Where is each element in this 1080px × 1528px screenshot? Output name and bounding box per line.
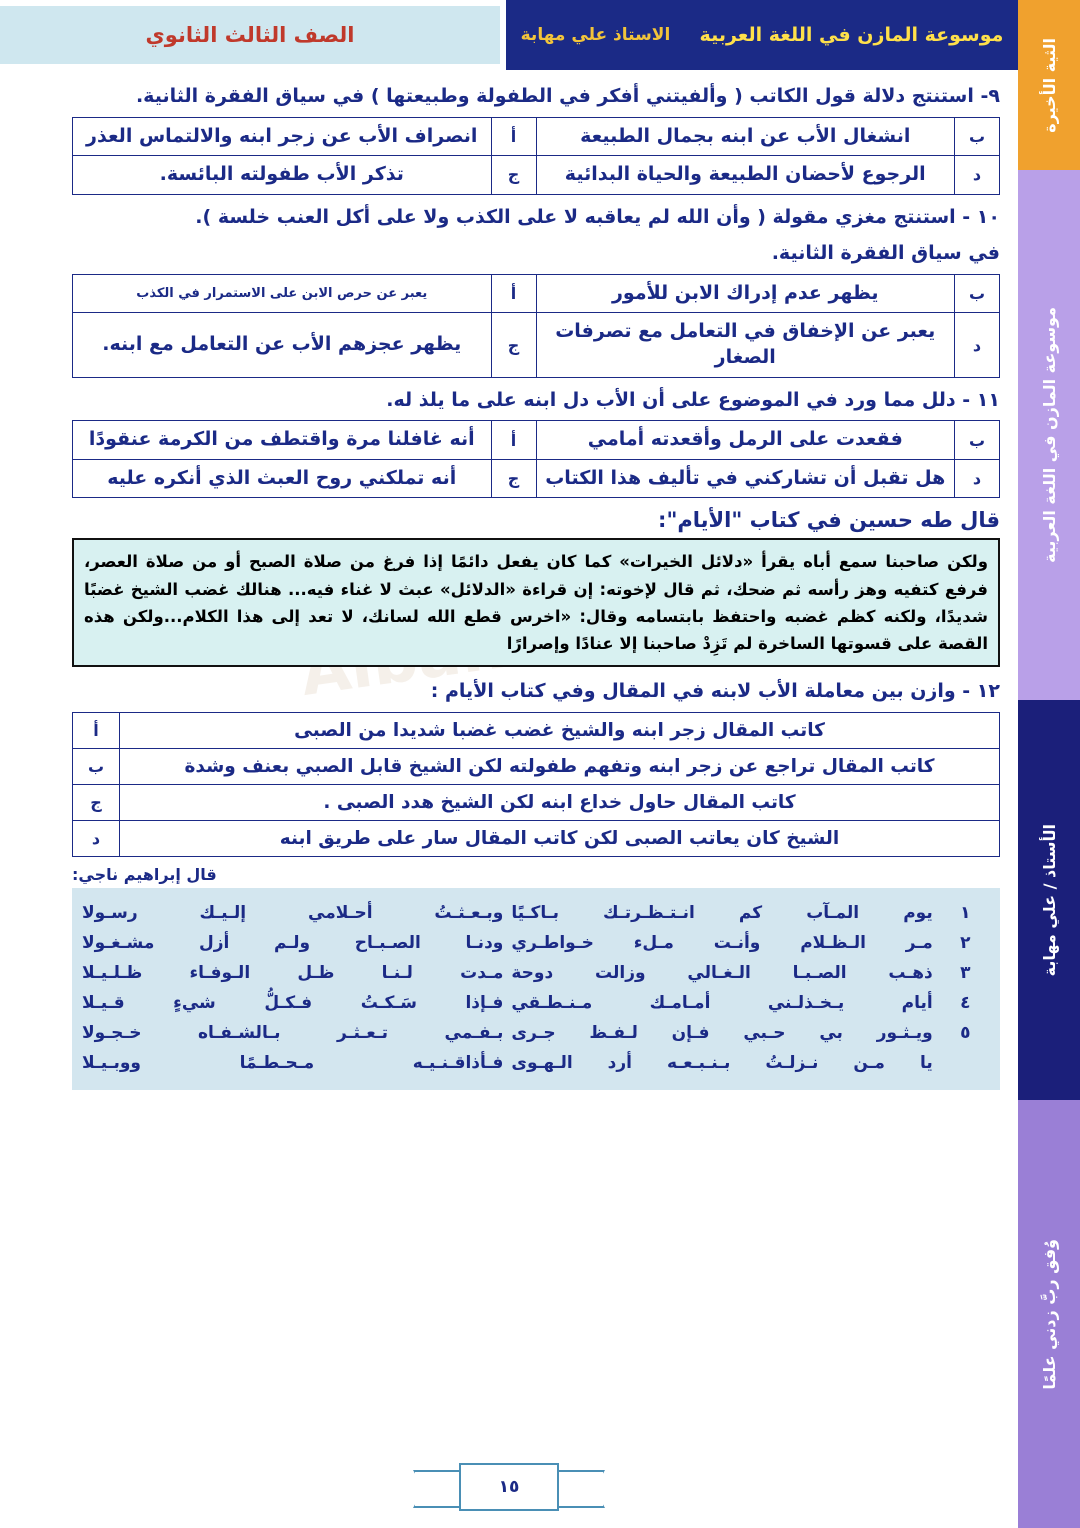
- poem-hemistich-second: مـدت لـنـا ظـل الـوفـاء ظـلـيـلا: [82, 962, 504, 983]
- rail-segment-4: [1018, 1100, 1080, 1528]
- table-row: [73, 421, 1000, 460]
- option-text-b[interactable]: يظهر عدم إدراك الابن للأمور: [536, 274, 955, 313]
- header-grade-band: [0, 6, 500, 64]
- option-label-b: ب: [73, 748, 120, 784]
- page-footer: [0, 1464, 1018, 1510]
- header-blue-band: [506, 0, 1018, 70]
- question-9-options: [72, 117, 1000, 195]
- option-label-d: د: [955, 313, 1000, 377]
- option-label-b: ب: [955, 117, 1000, 156]
- table-row: [73, 748, 1000, 784]
- question-10-text: ١٠ - استنتج مغزي مقولة ( وأن الله لم يعاقبه لا على الكذب ولا على أكل العنب خلسة ).: [195, 205, 1000, 228]
- quote-box: ولكن صاحبنا سمع أباه يقرأ «دلائل الخيرات» كما كان يفعل دائمًا إذا فرغ من صلاة الصبح أو من صلاة العصر، فرفع كتفيه وهز رأسه ثم ضحك، ثم قال لإخوته: إن قراءة «الدلائل» عبث لا غناء فيه... هنالك غضب الشيخ غضبًا شديدًا، ولكنه كظم غضبه واحتفظ بابتسامه وقال: «اخرس قطع الله لسانك، لا تعد إلى هذا الكلام...ولكن هذه القصة على قسوتها الساخرة لم تَزِدْ صاحبنا إلا عنادًا وإصرارًا: [72, 538, 1000, 667]
- option-label-b: ب: [955, 274, 1000, 313]
- option-label-b: ب: [955, 421, 1000, 460]
- poem-hemistich-second: فـأذاقـنـيـه مـحـطـمًا ووبـيـلا: [82, 1052, 504, 1073]
- poem-line-number: ٢: [960, 932, 971, 953]
- table-row: [73, 820, 1000, 856]
- poem-hemistich-second: فـإذا سَـكـتُ فـكـلُّ شيءٍ قـيـلا: [82, 992, 504, 1013]
- option-text-d[interactable]: الشيخ كان يعاتب الصبى لكن كاتب المقال سار على طريق ابنه: [120, 820, 1000, 856]
- question-12-text: ١٢ - وازن بين معاملة الأب لابنه في المقال وفي كتاب الأيام :: [430, 680, 1000, 703]
- poem-hemistich-second: وبـعـثـتُ أحـلامي إلـيـك رسـولا: [82, 902, 504, 923]
- poem-hemistich-first: ذهـب الصـبـا الـغـالي وزالت دوحة: [511, 962, 933, 983]
- side-rail: [1018, 0, 1080, 1528]
- option-label-a: أ: [491, 117, 536, 156]
- poem-hemistich-first: مـر الـظـلام وأنـت مـلء خـواطـري: [511, 932, 933, 953]
- page-number: ١٥: [459, 1463, 559, 1511]
- taha-heading: قال طه حسين في كتاب "الأيام":: [658, 508, 1000, 533]
- option-text-c[interactable]: كاتب المقال حاول خداع ابنه لكن الشيخ هدد الصبى .: [120, 784, 1000, 820]
- table-row: [73, 459, 1000, 498]
- option-label-a: أ: [491, 421, 536, 460]
- option-text-a[interactable]: كاتب المقال زجر ابنه والشيخ غضب غضبا شديدا من الصبى: [120, 712, 1000, 748]
- poem-hemistich-second: بـفـمي تـعـثـر بـالشـفـاه خـجـولا: [82, 1022, 504, 1043]
- poem-line: [78, 928, 994, 958]
- rail-segment-3: [1018, 700, 1080, 1100]
- option-text-c[interactable]: تذكر الأب طفولته البائسة.: [73, 156, 492, 195]
- option-text-b[interactable]: كاتب المقال تراجع عن زجر ابنه وتفهم طفولته لكن الشيخ قابل الصبي بعنف وشدة: [120, 748, 1000, 784]
- option-label-a: أ: [73, 712, 120, 748]
- question-11-text: ١١ - دلل مما ورد في الموضوع على أن الأب دل ابنه على ما يلذ له.: [386, 388, 1000, 411]
- option-label-c: ج: [491, 313, 536, 377]
- table-row: [73, 156, 1000, 195]
- option-label-d: د: [73, 820, 120, 856]
- option-text-d[interactable]: يعبر عن الإخفاق في التعامل مع تصرفات الصغار: [536, 313, 955, 377]
- table-row: [73, 313, 1000, 377]
- question-10-text-cont: في سياق الفقرة الثانية.: [771, 242, 1000, 265]
- option-label-d: د: [955, 459, 1000, 498]
- option-text-b[interactable]: فقعدت على الرمل وأقعدته أمامي: [536, 421, 955, 460]
- poem-line-number: ٣: [960, 962, 971, 983]
- option-text-a[interactable]: يعبر عن حرص الابن على الاستمرار في الكذب: [73, 274, 492, 313]
- poem-line: [78, 958, 994, 988]
- poem-line: [78, 988, 994, 1018]
- poem-line-number: ٥: [960, 1022, 971, 1043]
- option-label-c: ج: [491, 156, 536, 195]
- poem-hemistich-first: يا مـن نـزلـتُ بـنـبـعـه أرد الـهـوى: [511, 1052, 933, 1073]
- poem-hemistich-first: يوم المـآب كم انـتـظـرتـك بـاكـيًا: [511, 902, 933, 923]
- table-row: [73, 712, 1000, 748]
- poem-line: [78, 1018, 994, 1048]
- poem-block: [72, 888, 1000, 1090]
- header-teacher: الاستاذ علي مهابة: [520, 25, 671, 45]
- poem-line-number: [937, 1048, 994, 1078]
- question-12-options: [72, 712, 1000, 857]
- poem-line: [78, 1048, 994, 1078]
- poem-hemistich-first: أيام يـخـذلـني أمـامـك مـنـطـقي: [511, 992, 933, 1013]
- poem-hemistich-first: ويـثـور بي حـبي فـإن لـفـظ جـرى: [511, 1022, 933, 1043]
- option-text-b[interactable]: انشغال الأب عن ابنه بجمال الطبيعة: [536, 117, 955, 156]
- question-11-options: [72, 420, 1000, 498]
- footer-ribbon: [419, 1464, 599, 1510]
- rail-segment-2-label: موسوعة المازن في اللغة العربية: [1039, 307, 1059, 563]
- poem-line-number: ١: [960, 902, 971, 923]
- poem-hemistich-second: ودنـا الصـبـاح ولـم أزل مشـغـولا: [82, 932, 504, 953]
- option-text-d[interactable]: الرجوع لأحضان الطبيعة والحياة البدائية: [536, 156, 955, 195]
- option-label-d: د: [955, 156, 1000, 195]
- option-text-a[interactable]: أنه غافلنا مرة واقتطف من الكرمة عنقودًا: [73, 421, 492, 460]
- poem-line-number: ٤: [960, 992, 971, 1013]
- header-grade: الصف الثالث الثانوي: [145, 23, 355, 47]
- table-row: [73, 274, 1000, 313]
- option-text-c[interactable]: يظهر عجزهم الأب عن التعامل مع ابنه.: [73, 313, 492, 377]
- page-header: [0, 0, 1018, 70]
- rail-segment-2: [1018, 170, 1080, 700]
- poem-table: [78, 898, 994, 1078]
- rail-segment-4-label: وُفق ربَّ زدني علمًا: [1039, 1238, 1059, 1390]
- rail-segment-1-label: الثية الأخيرة: [1039, 37, 1059, 133]
- poem-line: [78, 898, 994, 928]
- option-text-c[interactable]: أنه تملكني روح العبث الذي أنكره عليه: [73, 459, 492, 498]
- rail-segment-1: [1018, 0, 1080, 170]
- document-content: [62, 74, 1018, 1090]
- table-row: [73, 117, 1000, 156]
- option-label-a: أ: [491, 274, 536, 313]
- poem-intro: قال إبراهيم ناجي:: [72, 864, 217, 884]
- option-text-d[interactable]: هل تقبل أن تشاركني في تأليف هذا الكتاب: [536, 459, 955, 498]
- question-9-text: ٩- استنتج دلالة قول الكاتب ( وألفيتني أفكر في الطفولة وطبيعتها ) في سياق الفقرة الثانية.: [135, 85, 1000, 107]
- question-10-options: [72, 274, 1000, 378]
- option-label-c: ج: [491, 459, 536, 498]
- option-label-c: ج: [73, 784, 120, 820]
- header-title: موسوعة المازن في اللغة العربية: [699, 24, 1004, 46]
- option-text-a[interactable]: انصراف الأب عن زجر ابنه والالتماس العذر: [73, 117, 492, 156]
- rail-segment-3-label: الأستاذ / علي مهابة: [1039, 823, 1059, 977]
- table-row: [73, 784, 1000, 820]
